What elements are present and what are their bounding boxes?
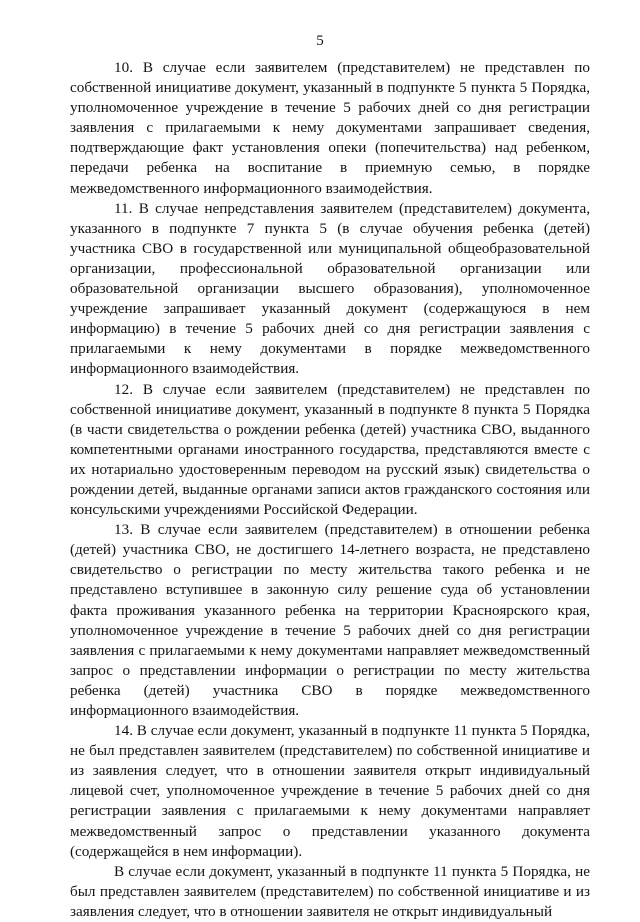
page-number: 5 (316, 33, 324, 49)
paragraph-12: 12. В случае если заявителем (представителем) не представлен по собственной инициативе документ, указанный в подпункте 8 пункта 5 Порядка (в части свидетельства о рождении ребенка (детей) участника СВО, выданного компетентными органами иностранного государства, представляются вместе с их нотариально удостоверенным переводом на русский язык) свидетельства о рождении детей, выданные органами записи актов гражданского состояния или консульскими учреждениями Российской Федерации. (70, 380, 590, 519)
paragraph-13: 13. В случае если заявителем (представителем) в отношении ребенка (детей) участника СВО, не достигшего 14-летнего возраста, не представлено свидетельство о регистрации по месту жительства такого ребенка и не представлено вступившее в законную силу решение суда об установлении факта проживания указанного ребенка на территории Красноярского края, уполномоченное учреждение в течение 5 рабочих дней со дня регистрации заявления с прилагаемыми к нему документами направляет межведомственный запрос о представлении информации о регистрации по месту жительства ребенка (детей) участника СВО в порядке межведомственного информационного взаимодействия. (70, 521, 590, 719)
paragraph-14-continuation: В случае если документ, указанный в подпункте 11 пункта 5 Порядка, не был представлен заявителем (представителем) по собственной инициативе и из заявления следует, что в отношении заявителя не открыт индивидуальный (70, 862, 590, 920)
document-body (70, 58, 590, 922)
paragraph-14: 14. В случае если документ, указанный в подпункте 11 пункта 5 Порядка, не был представлен заявителем (представителем) по собственной инициативе и из заявления следует, что в отношении заявителя открыт индивидуальный лицевой счет, уполномоченное учреждение в течение 5 рабочих дней со дня регистрации заявления с прилагаемыми к нему документами направляет межведомственный запрос о представлении указанного документа (содержащейся в нем информации). (70, 722, 590, 860)
paragraph-10: 10. В случае если заявителем (представителем) не представлен по собственной инициативе документ, указанный в подпункте 5 пункта 5 Порядка, уполномоченное учреждение в течение 5 рабочих дней со дня регистрации заявления с прилагаемыми к нему документами запрашивает сведения, подтверждающие факт установления опеки (попечительства) над ребенком, передачи ребенка на воспитание в приемную семью, в порядке межведомственного информационного взаимодействия. (70, 59, 590, 197)
paragraph-11: 11. В случае непредставления заявителем (представителем) документа, указанного в подпункте 7 пункта 5 (в случае обучения ребенка (детей) участника СВО в государственной или муниципальной общеобразовательной организации, профессиональной образовательной организации или образовательной организации высшего образования), уполномоченное учреждение запрашивает указанный документ (содержащуюся в нем информацию) в течение 5 рабочих дней со дня регистрации заявления с прилагаемыми к нему документами в порядке межведомственного информационного взаимодействия. (70, 199, 590, 378)
